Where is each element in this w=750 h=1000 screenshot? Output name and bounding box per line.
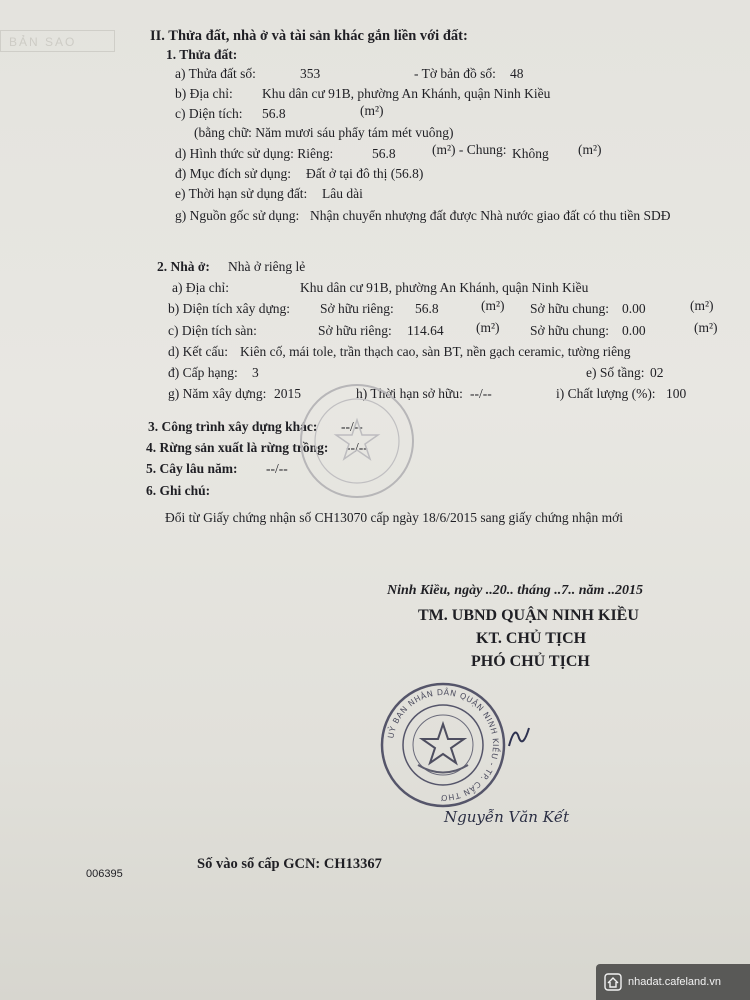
site-watermark[interactable] bbox=[596, 964, 750, 1000]
place-date: Ninh Kiều, ngày ..20.. tháng ..7.. năm ..2015 bbox=[387, 583, 643, 598]
land-area-value: 56.8 bbox=[262, 106, 286, 121]
structure-label: d) Kết cấu: bbox=[168, 344, 228, 359]
year-built-label: g) Năm xây dựng: bbox=[168, 386, 267, 401]
purpose-label: đ) Mục đích sử dụng: bbox=[175, 166, 292, 181]
floor-own-unit: (m²) bbox=[476, 320, 500, 335]
parcel-label: a) Thửa đất số: bbox=[175, 66, 256, 81]
other-construction-label: 3. Công trình xây dựng khác: bbox=[148, 419, 318, 434]
floors-value: 02 bbox=[650, 365, 664, 380]
forest-value: --/-- bbox=[346, 440, 368, 455]
section-title: II. Thửa đất, nhà ở và tài sản khác gắn liền với đất: bbox=[150, 28, 468, 44]
notes-label: 6. Ghi chú: bbox=[146, 483, 211, 498]
forest-label: 4. Rừng sản xuất là rừng trồng: bbox=[146, 440, 329, 455]
grade-value: 3 bbox=[252, 365, 259, 380]
land-area-label: c) Diện tích: bbox=[175, 106, 243, 121]
floors-label: e) Số tầng: bbox=[586, 365, 645, 380]
usage-form-label: d) Hình thức sử dụng: Riêng: bbox=[175, 146, 334, 161]
usage-private-value: 56.8 bbox=[372, 146, 396, 161]
structure-value: Kiên cố, mái tole, trần thạch cao, sàn BT, nền gạch ceramic, tường riêng bbox=[240, 344, 631, 359]
registry-number: Số vào sổ cấp GCN: CH13367 bbox=[197, 856, 382, 872]
seal-text: UỶ BAN NHÂN DÂN QUẬN NINH KIỀU - TP. CẦN THƠ bbox=[386, 687, 501, 803]
floor-common-label: Sở hữu chung: bbox=[530, 323, 609, 338]
build-common-unit: (m²) bbox=[690, 298, 714, 313]
floor-own-label: Sở hữu riêng: bbox=[318, 323, 392, 338]
map-sheet-label: - Tờ bản đồ số: bbox=[414, 66, 496, 81]
deputy-title: KT. CHỦ TỊCH bbox=[476, 630, 587, 647]
usage-private-unit: (m²) - Chung: bbox=[432, 142, 507, 157]
origin-value: Nhận chuyển nhượng đất được Nhà nước giao đất có thu tiền SDĐ bbox=[310, 208, 671, 223]
usage-common-unit: (m²) bbox=[578, 142, 602, 157]
house-type-value: Nhà ở riêng lẻ bbox=[228, 259, 306, 274]
quality-value: 100 bbox=[666, 386, 687, 401]
build-area-label: b) Diện tích xây dựng: bbox=[168, 301, 291, 316]
faint-seal-icon bbox=[296, 380, 418, 502]
purpose-value: Đất ở tại đô thị (56.8) bbox=[306, 166, 424, 181]
usage-common-value: Không bbox=[512, 146, 549, 161]
build-own-value: 56.8 bbox=[415, 301, 439, 316]
floor-area-label: c) Diện tích sàn: bbox=[168, 323, 257, 338]
floor-common-unit: (m²) bbox=[694, 320, 718, 335]
year-built-value: 2015 bbox=[274, 386, 301, 401]
signature-mark-icon bbox=[505, 720, 533, 750]
position-title: PHÓ CHỦ TỊCH bbox=[471, 653, 590, 670]
build-common-label: Sở hữu chung: bbox=[530, 301, 609, 316]
land-area-unit: (m²) bbox=[360, 103, 384, 118]
ownership-term-label: h) Thời hạn sở hữu: bbox=[356, 386, 463, 401]
build-own-label: Sở hữu riêng: bbox=[320, 301, 394, 316]
origin-label: g) Nguồn gốc sử dụng: bbox=[175, 208, 300, 223]
official-seal-icon bbox=[378, 680, 508, 810]
signer-name: Nguyễn Văn Kết bbox=[444, 808, 570, 826]
perennial-value: --/-- bbox=[266, 461, 288, 476]
term-value: Lâu dài bbox=[322, 186, 363, 201]
ownership-term-value: --/-- bbox=[470, 386, 492, 401]
house-address-label: a) Địa chỉ: bbox=[172, 280, 229, 295]
parcel-value: 353 bbox=[300, 66, 321, 81]
grade-label: đ) Cấp hạng: bbox=[168, 365, 238, 380]
house-heading: 2. Nhà ở: bbox=[157, 259, 210, 274]
floor-common-value: 0.00 bbox=[622, 323, 646, 338]
term-label: e) Thời hạn sử dụng đất: bbox=[175, 186, 308, 201]
issuing-organization: TM. UBND QUẬN NINH KIỀU bbox=[418, 607, 639, 624]
floor-own-value: 114.64 bbox=[407, 323, 444, 338]
land-address-value: Khu dân cư 91B, phường An Khánh, quận Ninh Kiều bbox=[262, 86, 551, 101]
build-common-value: 0.00 bbox=[622, 301, 646, 316]
perennial-label: 5. Cây lâu năm: bbox=[146, 461, 238, 476]
other-construction-value: --/-- bbox=[341, 419, 363, 434]
quality-label: i) Chất lượng (%): bbox=[556, 386, 656, 401]
home-icon bbox=[604, 973, 622, 991]
house-address-value: Khu dân cư 91B, phường An Khánh, quận Ninh Kiều bbox=[300, 280, 589, 295]
build-own-unit: (m²) bbox=[481, 298, 505, 313]
notes-value: Đổi từ Giấy chứng nhận số CH13070 cấp ngày 18/6/2015 sang giấy chứng nhận mới bbox=[165, 510, 624, 525]
watermark-text: nhadat.cafeland.vn bbox=[628, 976, 721, 988]
land-heading: 1. Thửa đất: bbox=[166, 47, 238, 62]
land-area-in-words: (bằng chữ: Năm mươi sáu phẩy tám mét vuông) bbox=[194, 125, 454, 140]
serial-number: 006395 bbox=[86, 868, 123, 880]
bleed-through-stamp: BẢN SAO bbox=[0, 30, 115, 52]
land-address-label: b) Địa chỉ: bbox=[175, 86, 233, 101]
map-sheet-value: 48 bbox=[510, 66, 524, 81]
